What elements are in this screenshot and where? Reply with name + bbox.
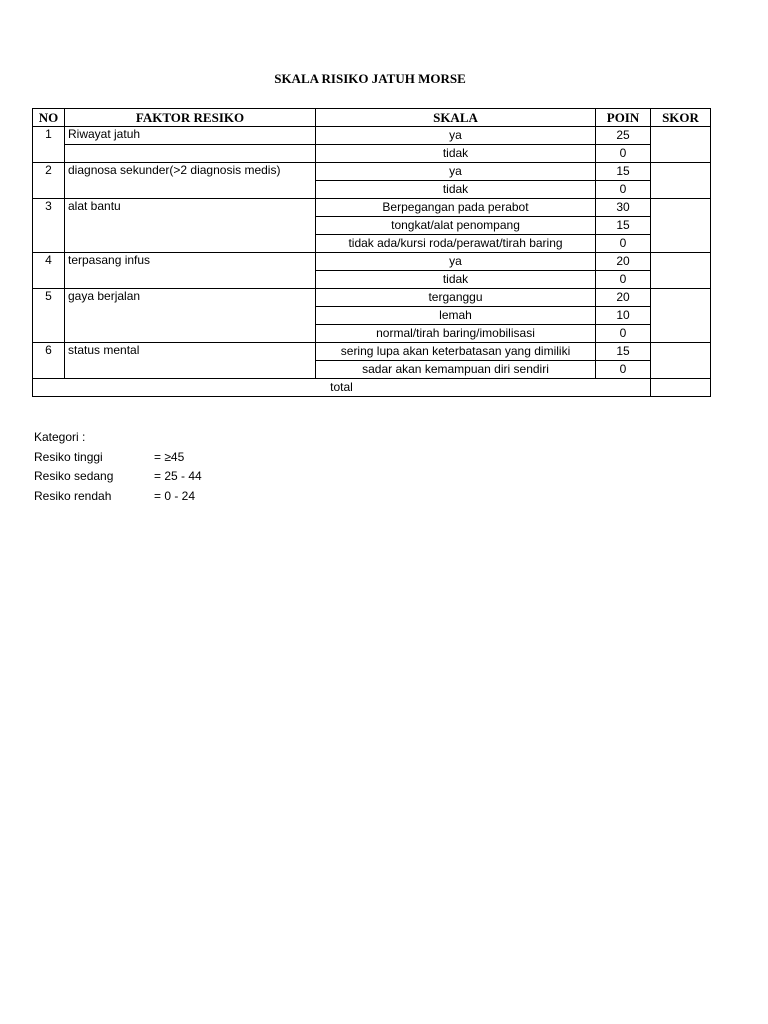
faktor-resiko: alat bantu (65, 199, 316, 253)
skala-option: Berpegangan pada perabot (316, 199, 596, 217)
poin-value: 15 (596, 343, 651, 361)
poin-value: 0 (596, 181, 651, 199)
kategori-row-sedang (34, 467, 202, 487)
table-row (33, 127, 711, 145)
table-header-row (33, 109, 711, 127)
kategori-heading: Kategori : (34, 430, 86, 444)
header-skor: SKOR (651, 109, 711, 127)
header-no: NO (33, 109, 65, 127)
faktor-resiko: Riwayat jatuh (65, 127, 316, 145)
row-no: 6 (33, 343, 65, 379)
header-skala: SKALA (316, 109, 596, 127)
table-row (33, 199, 711, 217)
total-label: total (33, 379, 651, 397)
header-poin: POIN (596, 109, 651, 127)
faktor-resiko: status mental (65, 343, 316, 379)
kategori-row-rendah (34, 487, 202, 507)
faktor-resiko: gaya berjalan (65, 289, 316, 343)
kategori-label: Resiko tinggi (34, 449, 103, 464)
row-no: 2 (33, 163, 65, 199)
poin-value: 0 (596, 235, 651, 253)
skala-option: ya (316, 127, 596, 145)
table-row (33, 145, 711, 163)
kategori-label: Resiko sedang (34, 469, 114, 483)
poin-value: 0 (596, 145, 651, 163)
skor-cell[interactable] (651, 199, 711, 253)
table-row (33, 163, 711, 181)
poin-value: 30 (596, 199, 651, 217)
faktor-resiko: terpasang infus (65, 253, 316, 289)
skor-cell[interactable] (651, 127, 711, 163)
row-no: 1 (33, 127, 65, 163)
skala-option: ya (316, 253, 596, 271)
poin-value: 15 (596, 163, 651, 181)
skala-option: tidak (316, 145, 596, 163)
poin-value: 15 (596, 217, 651, 235)
poin-value: 10 (596, 307, 651, 325)
page-title: SKALA RISIKO JATUH MORSE (274, 71, 466, 86)
faktor-resiko: diagnosa sekunder(>2 diagnosis medis) (65, 163, 316, 199)
table-row (33, 289, 711, 307)
skala-option: tidak (316, 181, 596, 199)
kategori-value: = 25 - 44 (154, 469, 202, 483)
skala-option: tidak ada/kursi roda/perawat/tirah baring (316, 235, 596, 253)
poin-value: 25 (596, 127, 651, 145)
kategori-value: = 0 - 24 (154, 488, 196, 503)
poin-value: 0 (596, 361, 651, 379)
total-row (33, 379, 711, 397)
kategori-label: Resiko rendah (34, 488, 112, 503)
skor-cell[interactable] (651, 163, 711, 199)
kategori-legend (34, 428, 202, 506)
poin-value: 0 (596, 271, 651, 289)
skala-option: tongkat/alat penompang (316, 217, 596, 235)
poin-value: 20 (596, 289, 651, 307)
kategori-row-tinggi (34, 448, 202, 468)
skor-cell[interactable] (651, 253, 711, 289)
poin-value: 0 (596, 325, 651, 343)
kategori-value: = ≥45 (154, 449, 185, 464)
faktor-resiko-empty (65, 145, 316, 163)
row-no: 4 (33, 253, 65, 289)
table-row (33, 253, 711, 271)
skala-option: lemah (316, 307, 596, 325)
table-row (33, 343, 711, 361)
skor-cell[interactable] (651, 289, 711, 343)
total-skor-cell[interactable] (651, 379, 711, 397)
skala-option: tidak (316, 271, 596, 289)
poin-value: 20 (596, 253, 651, 271)
row-no: 5 (33, 289, 65, 343)
skala-option: sering lupa akan keterbatasan yang dimiliki (316, 343, 596, 361)
skala-option: terganggu (316, 289, 596, 307)
skor-cell[interactable] (651, 343, 711, 379)
header-faktor-resiko: FAKTOR RESIKO (65, 109, 316, 127)
skala-option: normal/tirah baring/imobilisasi (316, 325, 596, 343)
skala-option: ya (316, 163, 596, 181)
row-no: 3 (33, 199, 65, 253)
morse-scale-table (32, 108, 711, 397)
skala-option: sadar akan kemampuan diri sendiri (316, 361, 596, 379)
